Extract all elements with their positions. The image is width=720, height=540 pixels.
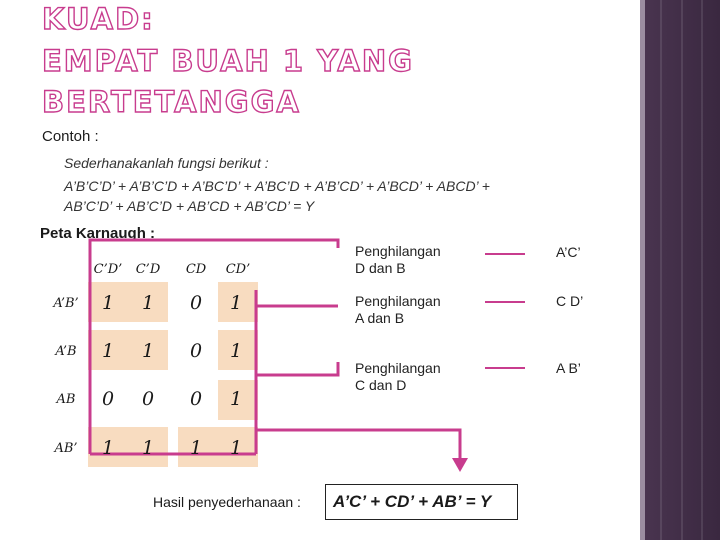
kmap-cell-value: 1 (229, 340, 243, 362)
kmap-cell-value: 1 (101, 437, 115, 459)
group-1-term: A’C’ (556, 244, 581, 260)
title-line-1: KUAD: (42, 2, 155, 36)
kmap-cell-value: 1 (229, 388, 243, 410)
kmap-col-header: C’D (135, 262, 161, 277)
kmap-cell-value: 0 (101, 388, 115, 410)
kmap-cell-value: 1 (229, 437, 243, 459)
kmap-cell-value: 1 (141, 340, 155, 362)
kmap-cell-value: 1 (229, 292, 243, 314)
group-1-description (355, 243, 441, 277)
kmap-cell-value: 0 (141, 388, 155, 410)
kmap-col-header: CD (185, 262, 207, 277)
title-line-3: BERTETANGGA (42, 85, 301, 119)
group-3-desc-line2: C dan D (355, 377, 407, 393)
kmap-row-header: AB’ (54, 441, 78, 456)
kmap-row-header: A’B (55, 344, 77, 359)
group-3-desc-line1: Penghilangan (355, 360, 441, 376)
group-3-term: A B’ (556, 360, 581, 376)
kmap-col-header: CD’ (225, 262, 251, 277)
group-2-desc-line1: Penghilangan (355, 293, 441, 309)
group-2-description (355, 293, 441, 327)
title-line-2: EMPAT BUAH 1 YANG (42, 44, 414, 78)
kmap-cell-value: 0 (189, 388, 203, 410)
kmap-cell-value: 1 (141, 292, 155, 314)
group-2-desc-line2: A dan B (355, 310, 405, 326)
function-line-2: AB’C’D’ + AB’C’D + AB’CD + AB’CD’ = Y (64, 198, 315, 214)
kmap-row-header: AB (56, 392, 76, 407)
kmap-cell-value: 1 (101, 292, 115, 314)
group-3-description (355, 360, 441, 394)
kmap-cell-value: 1 (189, 437, 203, 459)
result-value: A’C’ + CD’ + AB’ = Y (333, 492, 492, 511)
result-label: Hasil penyederhanaan : (153, 494, 301, 510)
function-line-1: A’B’C’D’ + A’B’C’D + A’BC’D’ + A’BC’D + A’B’CD’ + A’BCD’ + ABCD’ + (64, 178, 490, 194)
kmap-cell-value: 1 (101, 340, 115, 362)
kmap-cell-value: 1 (141, 437, 155, 459)
group-1-desc-line1: Penghilangan (355, 243, 441, 259)
peta-karnaugh-label: Peta Karnaugh : (40, 225, 156, 242)
kmap-col-header: C’D’ (93, 262, 123, 277)
kmap-row-header: A’B’ (53, 296, 79, 311)
kmap-cell-value: 0 (189, 340, 203, 362)
group-2-term: C D’ (556, 293, 584, 309)
contoh-label: Contoh : (42, 128, 99, 145)
group-1-desc-line2: D dan B (355, 260, 406, 276)
kmap-cell-value: 0 (189, 292, 203, 314)
instruction-text: Sederhanakanlah fungsi berikut : (64, 155, 269, 171)
